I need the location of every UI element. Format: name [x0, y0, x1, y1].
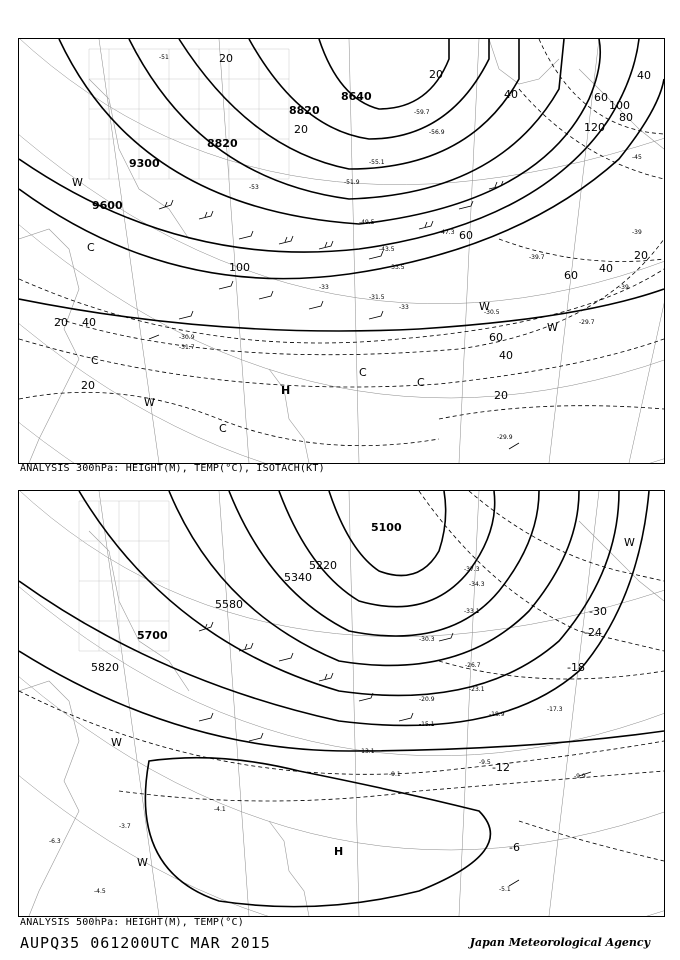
caption-300hpa: ANALYSIS 300hPa: HEIGHT(M), TEMP(°C), ISOTACH(KT): [20, 463, 325, 474]
cold-center: C: [359, 366, 367, 379]
isotherms: [19, 491, 664, 861]
height-label: 9300: [129, 157, 160, 170]
station-obs: -29.7: [579, 319, 595, 326]
isotach-label: 100: [229, 261, 250, 274]
station-obs: -4.1: [214, 806, 226, 813]
station-obs: -18.9: [489, 711, 505, 718]
station-obs: -20.9: [419, 696, 435, 703]
isotach-label: 120: [584, 121, 605, 134]
height-label: 5340: [284, 571, 312, 584]
station-obs: -49.5: [359, 219, 375, 226]
temp-label: -39: [632, 229, 642, 236]
station-obs: -39.7: [529, 254, 545, 261]
isotherm-label: -12: [492, 761, 510, 774]
isotach-label: 40: [82, 316, 96, 329]
isotach-label: 60: [594, 91, 608, 104]
station-obs: -31.7: [179, 344, 195, 351]
cold-center: C: [417, 376, 425, 389]
chart-300hpa: [18, 38, 665, 464]
high-center: H: [334, 845, 344, 858]
chart-500hpa: [18, 490, 665, 917]
station-obs: -59.7: [414, 109, 430, 116]
isotach-label: 20: [494, 389, 508, 402]
station-obs: -15.1: [419, 721, 435, 728]
station-obs: -29.9: [497, 434, 513, 441]
station-obs: -43.5: [379, 246, 395, 253]
station-obs: -34.3: [469, 581, 485, 588]
warm-center: W: [137, 856, 148, 869]
temp-label: -33: [319, 284, 329, 291]
station-obs: -30.9: [179, 334, 195, 341]
height-label: 8640: [341, 90, 372, 103]
station-obs: -51.9: [344, 179, 360, 186]
temp-label: -51: [159, 54, 169, 61]
warm-center: W: [72, 176, 83, 189]
height-label: 5100: [371, 521, 402, 534]
cold-center: C: [219, 422, 227, 435]
station-obs: -6.3: [49, 838, 61, 845]
height-label: 9600: [92, 199, 123, 212]
isotach-label: 20: [429, 68, 443, 81]
cold-center: C: [91, 354, 99, 367]
isotach-label: 80: [619, 111, 633, 124]
isotach-label: 20: [219, 52, 233, 65]
isotach-label: 40: [504, 88, 518, 101]
isotach-label: 60: [564, 269, 578, 282]
warm-center: W: [624, 536, 635, 549]
station-obs: -30.3: [419, 636, 435, 643]
height-label: 8820: [289, 104, 320, 117]
station-obs: -9.1: [389, 771, 401, 778]
height-label: 5700: [137, 629, 168, 642]
height-label: 5220: [309, 559, 337, 572]
station-obs: -31.5: [369, 294, 385, 301]
agency-name: Japan Meteorological Agency: [469, 936, 650, 949]
isotach-label: 40: [637, 69, 651, 82]
station-obs: -37.3: [464, 566, 480, 573]
temp-label: -53: [249, 184, 259, 191]
station-obs: -5.1: [499, 886, 511, 893]
caption-500hpa: ANALYSIS 500hPa: HEIGHT(M), TEMP(°C): [20, 917, 244, 928]
isotach-label: 100: [609, 99, 630, 112]
height-contours: [19, 39, 664, 331]
isotherm-label: -30: [589, 605, 607, 618]
height-label: 5580: [215, 598, 243, 611]
isotherm-label: -6: [509, 841, 520, 854]
station-obs: -33.5: [389, 264, 405, 271]
station-obs: -3.7: [119, 823, 131, 830]
isotherm-label: -18: [567, 661, 585, 674]
temp-label: -45: [632, 154, 642, 161]
height-label: 8820: [207, 137, 238, 150]
isotach-label: 60: [459, 229, 473, 242]
temp-label: -39: [619, 284, 629, 291]
cold-center: C: [87, 241, 95, 254]
height-label: 5820: [91, 661, 119, 674]
isotach-label: 20: [294, 123, 308, 136]
high-center: H: [281, 384, 291, 397]
station-obs: -13.1: [359, 748, 375, 755]
station-obs: -4.5: [94, 888, 106, 895]
shaded-region: [89, 49, 289, 179]
temp-label: -33: [399, 304, 409, 311]
station-obs: -9.9: [574, 773, 586, 780]
map-500hpa: [19, 491, 664, 916]
station-obs: -47.3: [439, 229, 455, 236]
station-obs: -56.9: [429, 129, 445, 136]
station-obs: -33.1: [464, 608, 480, 615]
isotherm-label: -24: [584, 626, 602, 639]
station-obs: -17.3: [547, 706, 563, 713]
chart-code: AUPQ35 061200UTC MAR 2015: [20, 934, 271, 952]
isotach-label: 40: [599, 262, 613, 275]
isotach-label: 20: [81, 379, 95, 392]
isotach-label: 20: [54, 316, 68, 329]
warm-center: W: [144, 396, 155, 409]
station-obs: -9.5: [479, 759, 491, 766]
warm-center: W: [547, 321, 558, 334]
warm-center: W: [111, 736, 122, 749]
map-300hpa: [19, 39, 664, 463]
isotach-label: 60: [489, 331, 503, 344]
warm-center: W: [479, 300, 490, 313]
isotach-label: 20: [634, 249, 648, 262]
station-obs: -55.1: [369, 159, 385, 166]
station-obs: -26.7: [465, 662, 481, 669]
isotach-label: 40: [499, 349, 513, 362]
station-obs: -23.1: [469, 686, 485, 693]
station-obs: -30.5: [484, 309, 500, 316]
